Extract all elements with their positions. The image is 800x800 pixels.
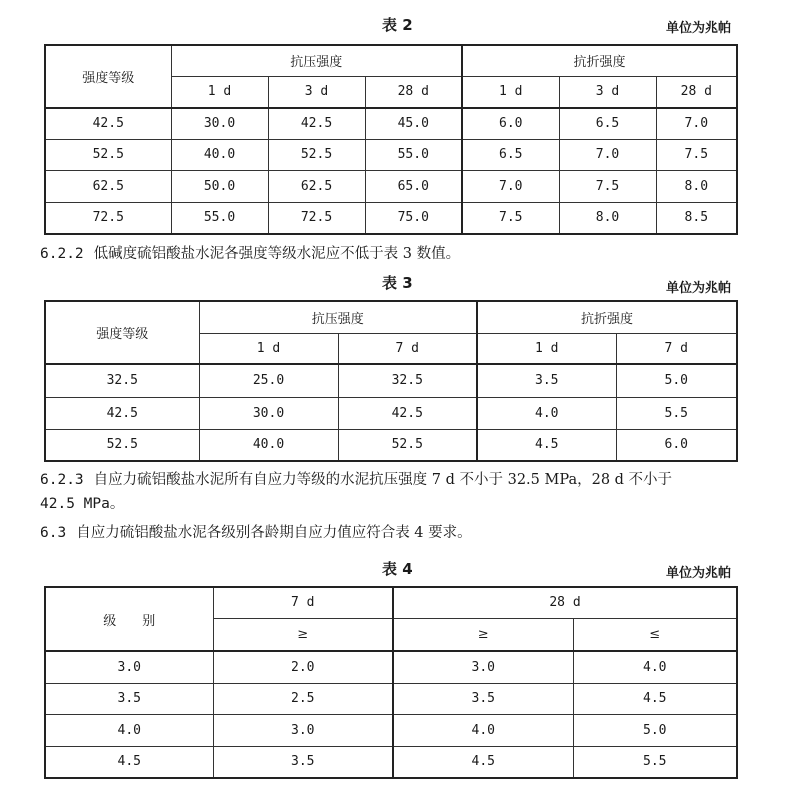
table2-age: 28 d [656, 76, 737, 108]
table3 [44, 300, 738, 462]
table-cell: 42.5 [45, 108, 171, 139]
table-cell: 3.0 [213, 714, 393, 746]
table-cell: 55.0 [171, 202, 268, 234]
table2-title: 表 2 [382, 16, 413, 34]
clause-number: 6.2.3 [40, 472, 84, 488]
table-row [45, 364, 737, 397]
table-cell: 65.0 [365, 170, 462, 202]
table-row [45, 397, 737, 429]
table-cell: 40.0 [199, 429, 338, 461]
table-cell: 4.5 [477, 429, 616, 461]
table-cell: 5.5 [616, 397, 737, 429]
table-cell: 6.0 [462, 108, 559, 139]
table-cell: 7.0 [656, 108, 737, 139]
table2-unit: 单位为兆帕 [666, 21, 732, 36]
table-cell: 52.5 [45, 429, 199, 461]
table-cell: 3.5 [45, 683, 213, 714]
table-cell: 40.0 [171, 139, 268, 170]
table-cell: 4.0 [477, 397, 616, 429]
table-cell: 6.5 [559, 108, 656, 139]
table-cell: 45.0 [365, 108, 462, 139]
table2 [44, 44, 738, 235]
table-cell: 8.0 [559, 202, 656, 234]
table3-age: 7 d [616, 333, 737, 364]
table4-header-grade: 级 别 [45, 587, 213, 651]
table2-age: 1 d [462, 76, 559, 108]
table-cell: 5.0 [616, 364, 737, 397]
table-cell: 3.0 [45, 651, 213, 683]
table-cell: 72.5 [268, 202, 365, 234]
table2-age: 3 d [268, 76, 365, 108]
table-cell: 6.0 [616, 429, 737, 461]
table-cell: 30.0 [171, 108, 268, 139]
table-cell: 2.5 [213, 683, 393, 714]
table-cell: 52.5 [45, 139, 171, 170]
table-cell: 42.5 [338, 397, 477, 429]
table-cell: 32.5 [338, 364, 477, 397]
clause-text: 自应力硫铝酸盐水泥各级别各龄期自应力值应符合表 4 要求。 [76, 525, 472, 541]
table-cell: 3.0 [393, 651, 573, 683]
table3-unit: 单位为兆帕 [666, 281, 732, 296]
table4-sign-ge: ≥ [213, 618, 393, 651]
table-cell: 7.0 [462, 170, 559, 202]
table-cell: 4.5 [573, 683, 737, 714]
table-cell: 3.5 [477, 364, 616, 397]
table-cell: 3.5 [213, 746, 393, 778]
table-cell: 4.5 [45, 746, 213, 778]
table4-sign-le: ≤ [573, 618, 737, 651]
table-row [45, 202, 737, 234]
table-cell: 4.0 [45, 714, 213, 746]
table-cell: 5.5 [573, 746, 737, 778]
table-row [45, 429, 737, 461]
clause-text: 低碱度硫铝酸盐水泥各强度等级水泥应不低于表 3 数值。 [93, 246, 461, 262]
table-row [45, 139, 737, 170]
table-cell: 72.5 [45, 202, 171, 234]
table-cell: 4.0 [393, 714, 573, 746]
table-cell: 62.5 [268, 170, 365, 202]
table3-header-flex: 抗折强度 [477, 301, 737, 333]
table-row [45, 746, 737, 778]
table2-header-flex: 抗折强度 [462, 45, 737, 76]
table-cell: 5.0 [573, 714, 737, 746]
table2-age: 28 d [365, 76, 462, 108]
table3-header-compress: 抗压强度 [199, 301, 477, 333]
table-row [45, 108, 737, 139]
clause-6-2-3 [40, 470, 672, 490]
table2-header-compress: 抗压强度 [171, 45, 462, 76]
clause-number: 6.3 [40, 525, 67, 541]
table-cell: 7.5 [462, 202, 559, 234]
table4-title: 表 4 [382, 560, 413, 578]
clause-text: 自应力硫铝酸盐水泥所有自应力等级的水泥抗压强度 7 d 不小于 32.5 MPa，28 d 不小于 [93, 472, 673, 488]
table-cell: 32.5 [45, 364, 199, 397]
clause-6-2-3-cont: 42.5 MPa。 [40, 496, 125, 512]
table3-age: 7 d [338, 333, 477, 364]
table-cell: 75.0 [365, 202, 462, 234]
table-cell: 7.5 [656, 139, 737, 170]
clause-6-3 [40, 523, 472, 543]
clause-number: 6.2.2 [40, 246, 84, 262]
table4 [44, 586, 738, 779]
table-cell: 55.0 [365, 139, 462, 170]
table-row [45, 651, 737, 683]
table2-age: 1 d [171, 76, 268, 108]
table-cell: 42.5 [45, 397, 199, 429]
table3-title: 表 3 [382, 274, 413, 292]
table3-age: 1 d [477, 333, 616, 364]
table4-unit: 单位为兆帕 [666, 566, 732, 581]
table-cell: 62.5 [45, 170, 171, 202]
table-row [45, 683, 737, 714]
table-cell: 7.5 [559, 170, 656, 202]
table-row [45, 170, 737, 202]
table-cell: 4.0 [573, 651, 737, 683]
table3-header-grade: 强度等级 [45, 301, 199, 364]
table-cell: 7.0 [559, 139, 656, 170]
table4-header-28d: 28 d [393, 587, 737, 618]
table4-header-7d: 7 d [213, 587, 393, 618]
table-row [45, 714, 737, 746]
table-cell: 52.5 [268, 139, 365, 170]
table-cell: 2.0 [213, 651, 393, 683]
table-cell: 8.5 [656, 202, 737, 234]
table-cell: 42.5 [268, 108, 365, 139]
table-cell: 6.5 [462, 139, 559, 170]
clause-6-2-2 [40, 244, 460, 264]
table3-age: 1 d [199, 333, 338, 364]
table-cell: 3.5 [393, 683, 573, 714]
table-cell: 50.0 [171, 170, 268, 202]
table4-sign-ge: ≥ [393, 618, 573, 651]
table-cell: 52.5 [338, 429, 477, 461]
table-cell: 30.0 [199, 397, 338, 429]
table2-age: 3 d [559, 76, 656, 108]
table2-header-grade: 强度等级 [45, 45, 171, 108]
table-cell: 4.5 [393, 746, 573, 778]
table-cell: 25.0 [199, 364, 338, 397]
table-cell: 8.0 [656, 170, 737, 202]
